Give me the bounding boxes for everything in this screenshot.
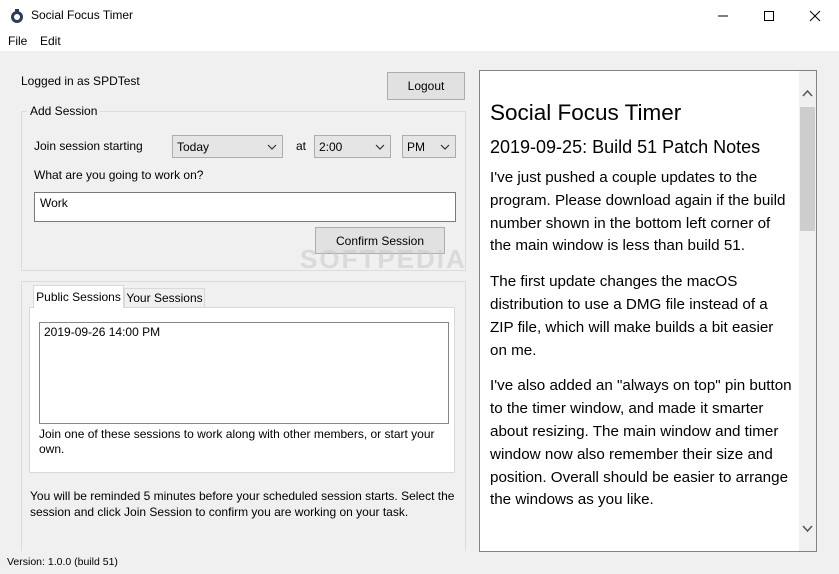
notes-paragraph: The first update changes the macOS distribution to use a DMG file instead of a ZIP file, which will make builds a bit easier on me. [490,273,774,359]
patch-notes-panel[interactable] [479,70,817,552]
version-label: Version: 1.0.0 (build 51) [7,556,118,568]
sessions-list[interactable] [39,322,449,424]
notes-paragraph: I've also added an "always on top" pin button to the timer window, and made it smarter about resizing. The main window and timer window now also remember their size and position. Overall should be easier to arrange the windows as you like. [490,377,792,509]
at-label: at [296,139,307,153]
app-icon [9,8,25,24]
ampm-select[interactable] [402,135,456,158]
day-select-value: Today [177,139,210,154]
menu-file[interactable]: File [8,34,28,48]
day-select[interactable] [172,135,283,158]
chevron-down-icon [440,142,450,152]
ampm-select-value: PM [407,139,425,154]
logout-button[interactable]: Logout [387,72,465,100]
sessions-help-text: Join one of these sessions to work along with other members, or start your own. [39,427,435,456]
menu-bar [0,31,839,51]
maximize-icon [763,10,775,22]
close-button[interactable] [792,0,838,31]
work-prompt-label: What are you going to work on? [34,168,204,182]
window-title: Social Focus Timer [31,8,134,22]
chevron-down-icon [267,142,277,152]
work-input[interactable] [34,192,456,222]
add-session-legend: Add Session [27,104,100,118]
patch-notes-content [490,99,792,525]
notes-paragraph: I've just pushed a couple updates to the program. Please download again if the build number shown in the bottom left corner of the main window is less than build 51. [490,169,786,255]
minimize-button[interactable] [700,0,746,31]
notes-heading: Social Focus Timer [490,100,682,125]
tab-your-sessions[interactable]: Your Sessions [124,288,205,308]
list-item[interactable]: 2019-09-26 14:00 PM [44,325,161,339]
reminder-text: You will be reminded 5 minutes before your scheduled session starts. Select the session and click Join Session to confirm you are working on your task. [30,489,455,519]
notes-subheading: 2019-09-25: Build 51 Patch Notes [490,137,761,157]
menu-edit[interactable]: Edit [40,34,61,48]
time-select[interactable] [314,135,391,158]
close-icon [809,10,821,22]
confirm-session-button[interactable]: Confirm Session [315,227,445,254]
tab-public-sessions[interactable]: Public Sessions [33,285,124,308]
work-input-value: Work [40,196,68,210]
chevron-down-icon [375,142,385,152]
scroll-down-icon[interactable] [802,525,813,533]
scroll-up-icon[interactable] [802,89,813,97]
join-session-label: Join session starting [34,139,143,153]
watermark: SOFTPEDIA [300,244,467,274]
vertical-scrollbar[interactable] [799,71,816,551]
scroll-thumb[interactable] [800,107,815,231]
minimize-icon [717,10,729,22]
maximize-button[interactable] [746,0,792,31]
time-select-value: 2:00 [319,139,343,154]
logged-in-label: Logged in as SPDTest [21,74,140,88]
